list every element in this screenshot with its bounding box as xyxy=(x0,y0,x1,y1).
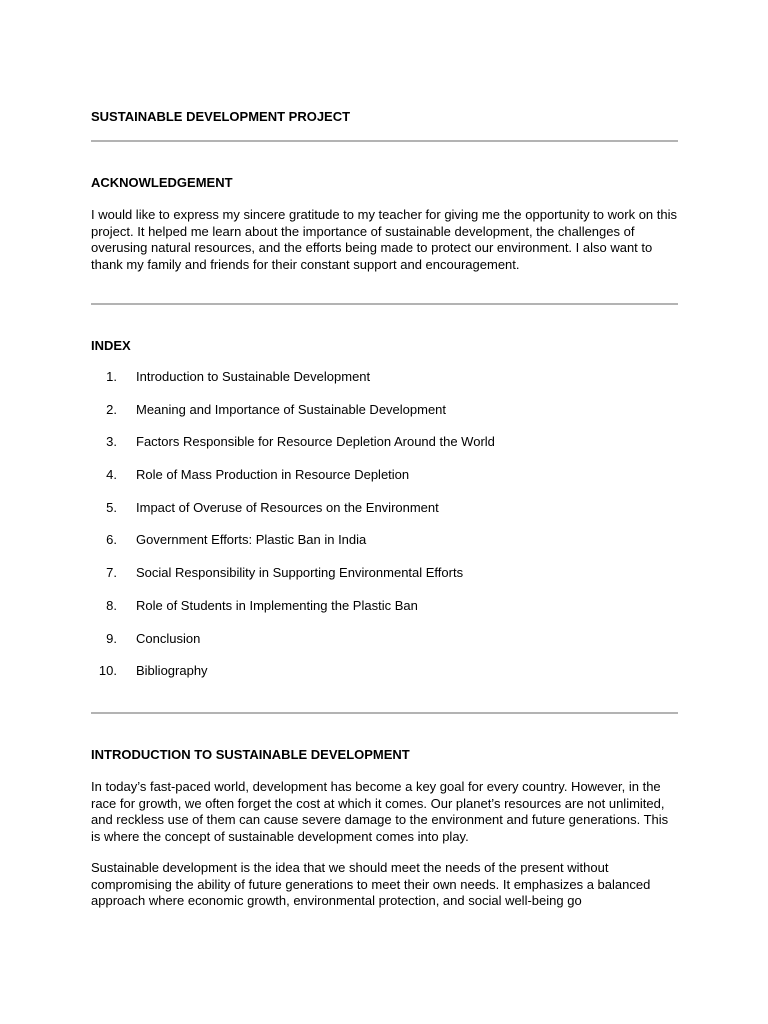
index-item xyxy=(91,565,651,598)
index-item-number: 4. xyxy=(106,467,117,483)
index-item xyxy=(91,467,651,500)
index-item-label: Bibliography xyxy=(136,663,208,679)
index-item xyxy=(91,500,651,533)
index-item-number: 8. xyxy=(106,597,117,613)
index-item xyxy=(91,434,651,467)
index-list xyxy=(91,369,651,696)
index-item-label: Role of Mass Production in Resource Depletion xyxy=(136,467,410,483)
index-item-number: 9. xyxy=(106,630,117,646)
introduction-paragraph-2: Sustainable development is the idea that we should meet the needs of the present without compromising the ability of future generations to meet their own needs. It emphasizes a balanced approach where economic growth, environmental protection, and social well-being go xyxy=(91,860,651,908)
index-item-label: Introduction to Sustainable Development xyxy=(136,369,371,384)
acknowledgement-text: I would like to express my sincere gratitude to my teacher for giving me the opportunity to work on this project. It helped me learn about the importance of sustainable development, the challenges of overusing natural resources, and the efforts being made to protect our environment. I also want to thank my family and friends for their constant support and encouragement. xyxy=(91,207,677,272)
index-item xyxy=(91,532,651,565)
introduction-heading: INTRODUCTION TO SUSTAINABLE DEVELOPMENT xyxy=(91,747,410,762)
document-title: SUSTAINABLE DEVELOPMENT PROJECT xyxy=(91,109,351,124)
index-item-number: 7. xyxy=(106,565,117,581)
index-item-number: 5. xyxy=(106,499,117,515)
introduction-paragraph-1: In today’s fast-paced world, development has become a key goal for every country. However, in the race for growth, we often forget the cost at which it comes. Our planet’s resources are not unlimited, and reckless use of them can cause severe damage to the environment and future generations. This is where the concept of sustainable development comes into play. xyxy=(91,779,669,844)
index-item-label: Impact of Overuse of Resources on the Environment xyxy=(136,499,439,515)
index-item-label: Factors Responsible for Resource Depletion Around the World xyxy=(136,434,495,450)
index-item xyxy=(91,663,651,696)
index-item xyxy=(91,598,651,631)
index-item-label: Conclusion xyxy=(136,630,201,646)
acknowledgement-heading: ACKNOWLEDGEMENT xyxy=(91,175,233,190)
index-item-number: 2. xyxy=(106,401,117,417)
horizontal-rule xyxy=(91,303,678,305)
index-item-label: Meaning and Importance of Sustainable Development xyxy=(136,401,447,417)
index-item xyxy=(91,402,651,435)
index-heading: INDEX xyxy=(91,338,131,353)
index-item-number: 1. xyxy=(106,369,117,384)
index-item-number: 6. xyxy=(106,532,117,548)
horizontal-rule xyxy=(91,712,678,714)
index-item xyxy=(91,631,651,664)
index-item-number: 3. xyxy=(106,434,117,450)
index-item-label: Role of Students in Implementing the Plastic Ban xyxy=(136,597,418,613)
index-item-label: Government Efforts: Plastic Ban in India xyxy=(136,532,367,548)
horizontal-rule xyxy=(91,140,678,142)
index-item xyxy=(91,369,651,402)
index-item-label: Social Responsibility in Supporting Environmental Efforts xyxy=(136,565,464,581)
index-item-number: 10. xyxy=(98,663,117,679)
